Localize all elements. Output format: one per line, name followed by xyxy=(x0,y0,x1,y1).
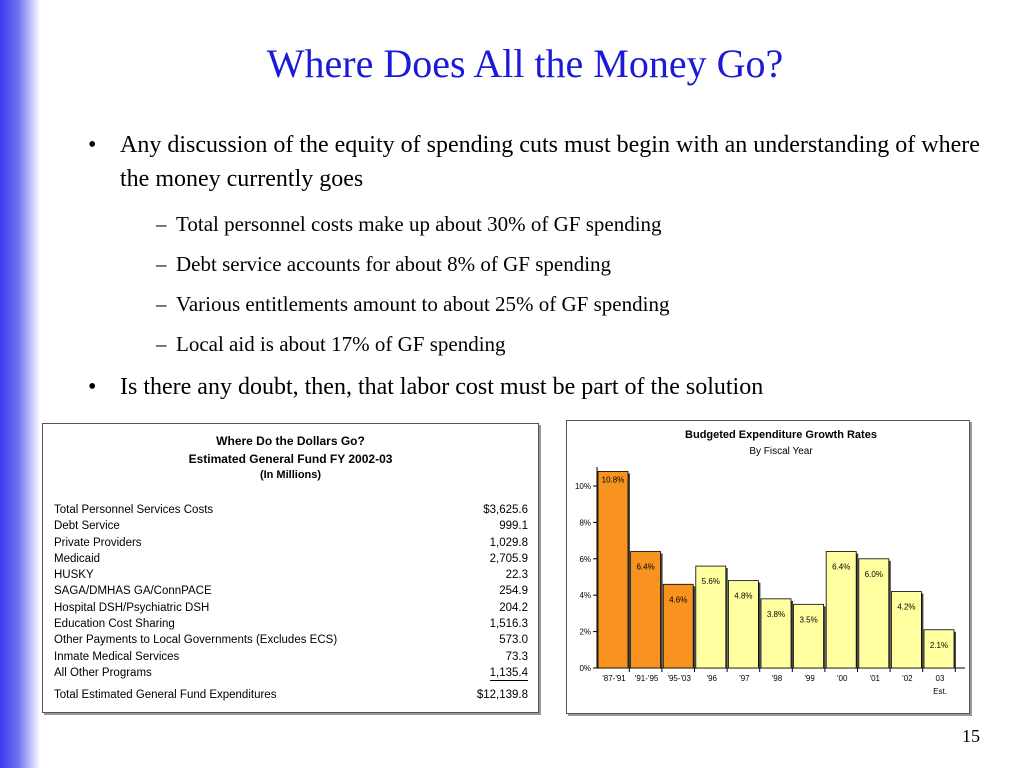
x-tick-label: '91-'95 xyxy=(634,674,659,683)
sub-bullet-marker: – xyxy=(156,292,167,316)
table-subtitle: Estimated General Fund FY 2002-03 xyxy=(188,452,393,466)
row-label: Total Personnel Services Costs xyxy=(54,504,214,516)
table-total-row xyxy=(54,689,528,701)
bullet-text: Any discussion of the equity of spending cuts must begin with an understanding of where the money currently goes xyxy=(120,132,980,192)
sub-bullet-marker: – xyxy=(156,332,167,356)
x-tick-note: Est. xyxy=(933,687,947,696)
row-label: SAGA/DMHAS GA/ConnPACE xyxy=(54,585,212,598)
sub-bullet-item xyxy=(88,204,988,244)
table-body xyxy=(54,502,528,681)
row-label: Inmate Medical Services xyxy=(54,650,180,663)
data-label: 6.4% xyxy=(832,562,851,572)
row-label: HUSKY xyxy=(54,569,94,582)
x-tick-label: '00 xyxy=(836,674,848,683)
sub-bullet-text: Debt service accounts for about 8% of GF spending xyxy=(176,252,612,276)
y-tick-label: 4% xyxy=(579,591,591,601)
x-tick-label: '95-'03 xyxy=(667,674,691,683)
bullet-list xyxy=(88,128,988,414)
data-label: 10.8% xyxy=(601,475,625,485)
row-label: All Other Programs xyxy=(54,666,152,679)
data-label: 3.5% xyxy=(799,615,818,625)
row-label: Education Cost Sharing xyxy=(54,618,175,631)
sub-bullet-text: Various entitlements amount to about 25% of GF spending xyxy=(176,292,670,316)
sub-bullet-item xyxy=(88,284,988,324)
row-amount: 1,516.3 xyxy=(489,618,528,631)
data-label: 6.4% xyxy=(636,562,655,572)
table-title: Where Do the Dollars Go? xyxy=(216,434,365,448)
y-tick-label: 0% xyxy=(579,664,591,673)
row-amount: 2,705.9 xyxy=(489,552,528,565)
data-label: 3.8% xyxy=(766,609,786,619)
table-unit: (In Millions) xyxy=(259,469,322,481)
expenditure-table xyxy=(42,423,539,713)
chart-subtitle: By Fiscal Year xyxy=(749,446,813,457)
row-label: Other Payments to Local Governments (Excludes ECS) xyxy=(54,634,338,647)
table-header xyxy=(43,432,538,482)
row-amount: 254.9 xyxy=(499,585,528,598)
x-tick-label: '99 xyxy=(804,674,815,683)
row-amount: 1,135.4 xyxy=(490,665,528,681)
row-amount: 22.3 xyxy=(505,569,528,582)
row-amount: 204.2 xyxy=(499,601,528,614)
data-label: 5.6% xyxy=(701,577,720,587)
y-tick-label: 2% xyxy=(579,627,591,637)
x-tick-label: '98 xyxy=(771,674,783,683)
bullet-item xyxy=(88,128,988,196)
row-amount: 1,029.8 xyxy=(489,536,528,549)
y-tick-label: 8% xyxy=(579,518,591,528)
row-amount: 73.3 xyxy=(505,650,528,663)
bar xyxy=(598,471,628,668)
sub-bullet-marker: – xyxy=(156,212,167,236)
sub-bullet-item xyxy=(88,324,988,364)
data-label: 2.1% xyxy=(929,640,949,650)
data-label: 4.8% xyxy=(734,591,753,601)
sub-bullet-item xyxy=(88,244,988,284)
chart-title: Budgeted Expenditure Growth Rates xyxy=(685,429,877,441)
table-row xyxy=(54,632,528,648)
table-row xyxy=(54,600,528,616)
data-label: 4.2% xyxy=(897,602,916,612)
x-tick-label: '02 xyxy=(902,674,913,683)
row-amount: 573.0 xyxy=(499,634,528,647)
row-label: Hospital DSH/Psychiatric DSH xyxy=(54,601,210,614)
table-row xyxy=(54,665,528,681)
plot-area xyxy=(575,467,965,696)
bullet-marker: • xyxy=(88,132,97,158)
row-label: Private Providers xyxy=(54,536,142,549)
x-tick-label: '96 xyxy=(706,674,718,683)
x-tick-label: '01 xyxy=(869,674,881,683)
table-row xyxy=(54,649,528,665)
data-label: 6.0% xyxy=(864,569,883,579)
growth-rate-chart xyxy=(566,420,970,714)
table-row xyxy=(54,583,528,599)
bullet-item xyxy=(88,370,988,404)
sub-bullet-list xyxy=(88,204,988,364)
page-number: 15 xyxy=(962,726,980,746)
sub-bullet-text: Total personnel costs make up about 30% of GF spending xyxy=(176,212,662,236)
table-row xyxy=(54,616,528,632)
row-label: Medicaid xyxy=(54,552,101,565)
bullet-marker: • xyxy=(88,374,97,400)
row-amount: 999.1 xyxy=(499,520,528,533)
sub-bullet-marker: – xyxy=(156,252,167,276)
table-row xyxy=(54,535,528,551)
bar xyxy=(794,604,824,668)
total-amount: $12,139.8 xyxy=(476,689,528,701)
data-label: 4.6% xyxy=(669,595,688,605)
y-tick-label: 6% xyxy=(579,554,591,564)
table-row xyxy=(54,567,528,583)
sub-bullet-text: Local aid is about 17% of GF spending xyxy=(176,332,506,356)
table-row xyxy=(54,518,528,534)
bullet-text: Is there any doubt, then, that labor cost must be part of the solution xyxy=(120,374,764,400)
slide-title: Where Does All the Money Go? xyxy=(266,41,784,86)
table-row xyxy=(54,551,528,567)
x-tick-label: '87-'91 xyxy=(602,674,626,683)
slide-side-band xyxy=(0,0,40,768)
row-amount: $3,625.6 xyxy=(483,504,528,516)
x-tick-label: 03 xyxy=(935,674,945,683)
y-tick-label: 10% xyxy=(574,482,591,491)
row-label: Debt Service xyxy=(54,520,120,533)
table-row xyxy=(54,502,528,518)
total-label: Total Estimated General Fund Expenditures xyxy=(54,689,277,701)
chart-canvas xyxy=(567,421,969,713)
x-tick-label: '97 xyxy=(739,674,750,683)
